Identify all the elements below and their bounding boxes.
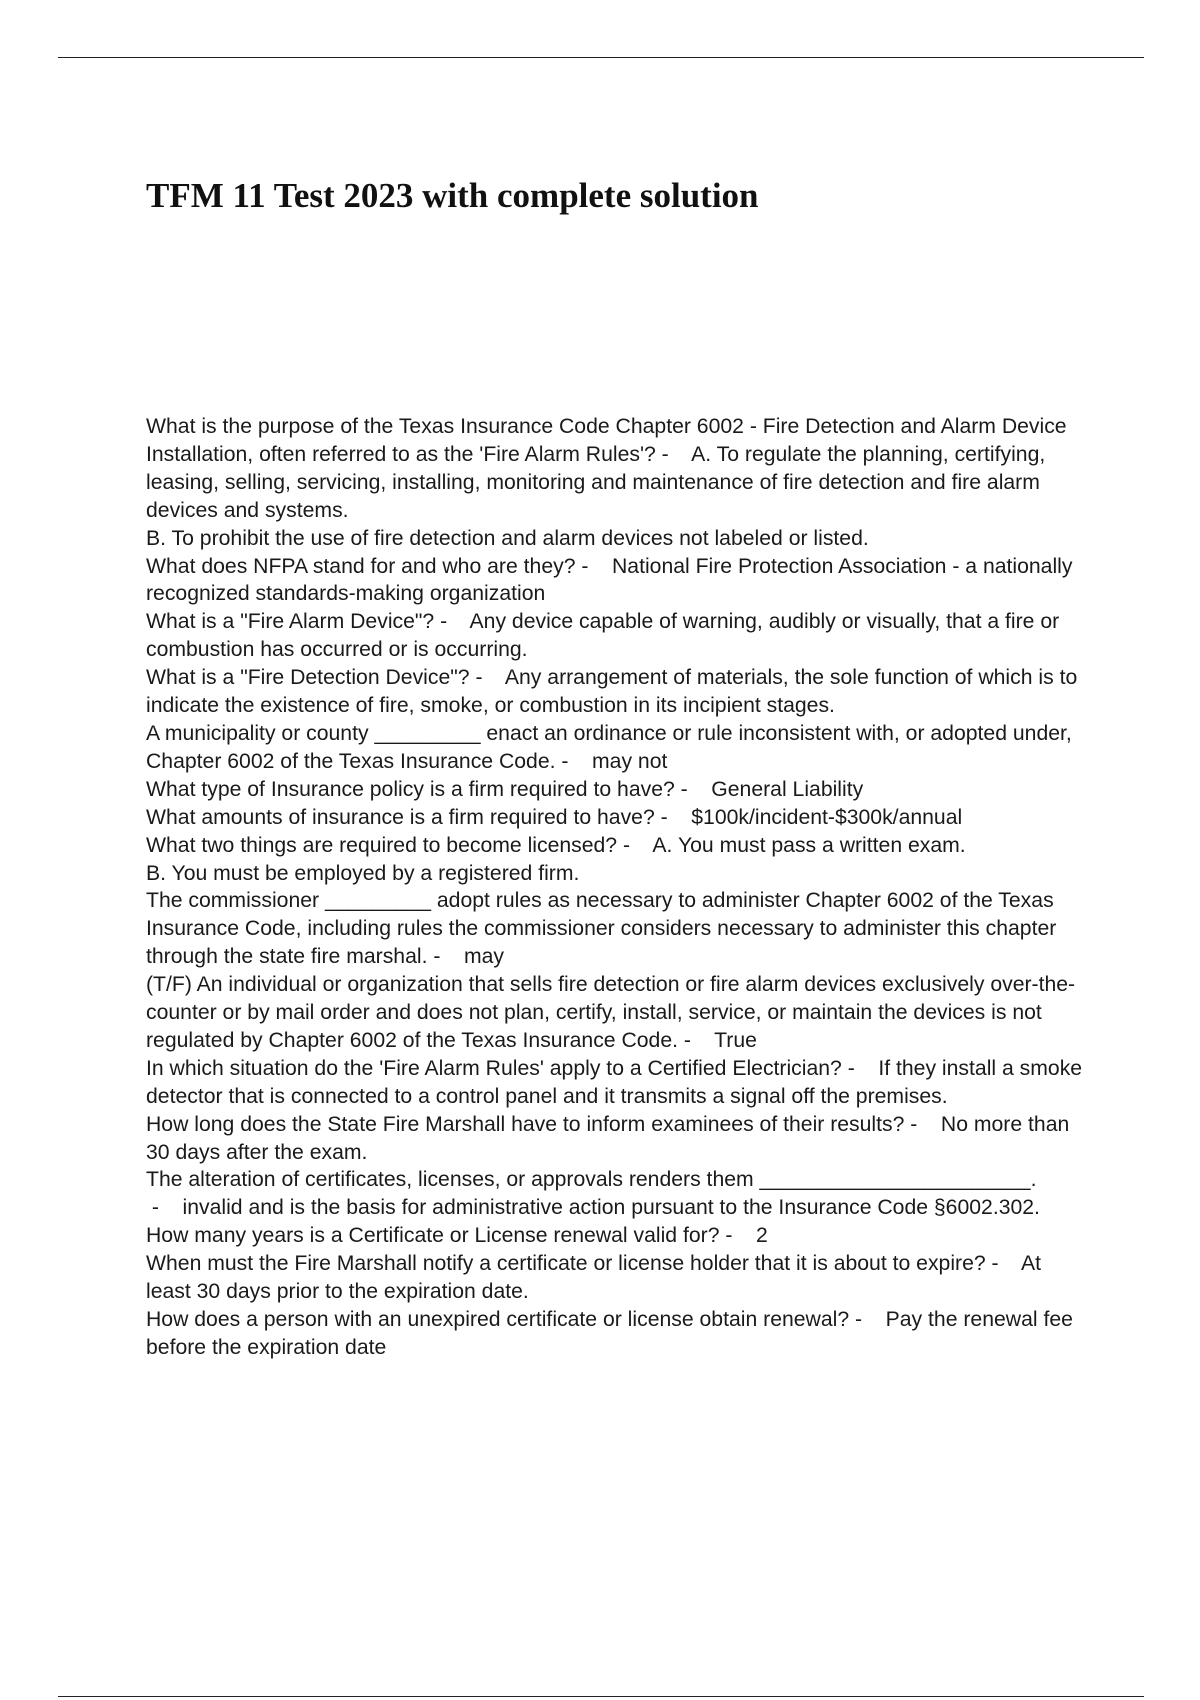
question-text: What amounts of insurance is a firm required to have? [146, 805, 655, 829]
question-answer-separator: - [469, 666, 505, 690]
document-title: TFM 11 Test 2023 with complete solution [146, 176, 759, 215]
qa-item [146, 887, 1088, 971]
question-answer-separator: - [146, 1196, 183, 1220]
answer-text: Any arrangement of materials, the sole function of which is to indicate the existence of fire, smoke, or combustion in its incipient stages. [146, 666, 1078, 718]
qa-item [146, 776, 1088, 804]
answer-text: 2 [755, 1224, 768, 1248]
question-answer-separator: - [427, 945, 464, 969]
qa-item [146, 1306, 1088, 1362]
question-answer-separator: - [849, 1308, 886, 1331]
question-answer-separator: - [674, 777, 712, 801]
answer-text: Pay the renewal fee before the expiration date [146, 1308, 1073, 1359]
qa-item [146, 971, 1088, 1055]
answer-text: $100k/incident-$300k/annual [691, 805, 963, 829]
qa-item [146, 553, 1088, 609]
question-text: How many years is a Certificate or License renewal valid for? [146, 1224, 720, 1248]
question-answer-separator: - [841, 1056, 879, 1080]
answer-text: A. To regulate the planning, certifying, leasing, selling, servicing, installing, monitoring and maintenance of fire detection and fire alarm devices and systems. [146, 442, 1046, 522]
question-text: How does a person with an unexpired certificate or license obtain renewal? [146, 1308, 850, 1331]
question-text: In which situation do the 'Fire Alarm Rules' apply to a Certified Electrician? [146, 1056, 842, 1080]
qa-item [146, 1111, 1088, 1167]
question-answer-separator: - [719, 1224, 756, 1248]
question-text: What two things are required to become licensed? [146, 833, 618, 857]
qa-item [146, 1250, 1088, 1306]
qa-item [146, 413, 1088, 553]
question-answer-separator: - [617, 833, 653, 857]
question-text: What is a "Fire Alarm Device"? [146, 610, 435, 634]
answer-text: True [714, 1028, 757, 1052]
question-text: What type of Insurance policy is a firm required to have? [146, 777, 675, 801]
question-text: A municipality or county _________ enact an ordinance or rule inconsistent with, or adopted under, Chapter 6002 of the Texas Insurance Code. [146, 721, 1072, 773]
header-rule [58, 57, 1144, 58]
answer-text: Any device capable of warning, audibly or visually, that a fire or combustion has occurred or is occurring. [146, 610, 1060, 662]
qa-item [146, 608, 1088, 664]
question-text: What is the purpose of the Texas Insurance Code Chapter 6002 - Fire Detection and Alarm Device Installation, often referred to as the 'Fire Alarm Rules'? [146, 415, 1067, 466]
question-text: The commissioner _________ adopt rules as necessary to administer Chapter 6002 of the Texas Insurance Code, including rules the commissioner considers necessary to administer this chapter through the state fire marshal. [146, 889, 1057, 969]
question-text: When must the Fire Marshall notify a certificate or license holder that it is about to expire? [146, 1252, 986, 1276]
qa-item [146, 1055, 1088, 1111]
footer-rule [58, 1696, 1144, 1697]
qa-item [146, 1166, 1088, 1222]
answer-text: may not [592, 749, 668, 773]
qa-item [146, 664, 1088, 720]
question-answer-separator: - [654, 805, 692, 829]
question-answer-separator: - [655, 442, 692, 466]
question-answer-separator: - [678, 1028, 715, 1052]
question-text: What does NFPA stand for and who are they? [146, 554, 576, 578]
answer-text: No more than 30 days after the exam. [146, 1112, 1070, 1164]
question-text: What is a "Fire Detection Device"? [146, 666, 470, 690]
answer-text: B. To prohibit the use of fire detection and alarm devices not labeled or listed. [146, 526, 869, 550]
qa-list [146, 413, 1088, 1362]
qa-item [146, 804, 1088, 832]
answer-text: If they install a smoke detector that is connected to a control panel and it transmits a signal off the premises. [146, 1056, 1083, 1108]
question-text: (T/F) An individual or organization that sells fire detection or fire alarm devices exclusively over-the-counter or by mail order and does not plan, certify, install, service, or maintain the devices is not regulated by Chapter 6002 of the Texas Insurance Code. [146, 973, 1076, 1052]
answer-text: General Liability [711, 777, 864, 801]
question-answer-separator: - [985, 1252, 1021, 1276]
answer-text: invalid and is the basis for administrative action pursuant to the Insurance Code §6002.302. [182, 1196, 1040, 1220]
question-text: The alteration of certificates, licenses, or approvals renders them _______________________. [146, 1168, 1037, 1192]
answer-text: B. You must be employed by a registered firm. [146, 861, 580, 885]
answer-text: may [463, 945, 505, 969]
question-answer-separator: - [575, 554, 612, 578]
answer-text: A. You must pass a written exam. [652, 833, 966, 857]
answer-text: At least 30 days prior to the expiration date. [146, 1252, 1042, 1304]
qa-item [146, 832, 1088, 888]
question-text: How long does the State Fire Marshall have to inform examinees of their results? [146, 1112, 905, 1136]
question-answer-separator: - [555, 749, 593, 773]
qa-item [146, 1222, 1088, 1250]
answer-text: National Fire Protection Association - a nationally recognized standards-making organization [146, 554, 1073, 606]
qa-item [146, 720, 1088, 776]
question-answer-separator: - [434, 610, 470, 634]
question-answer-separator: - [904, 1112, 941, 1136]
